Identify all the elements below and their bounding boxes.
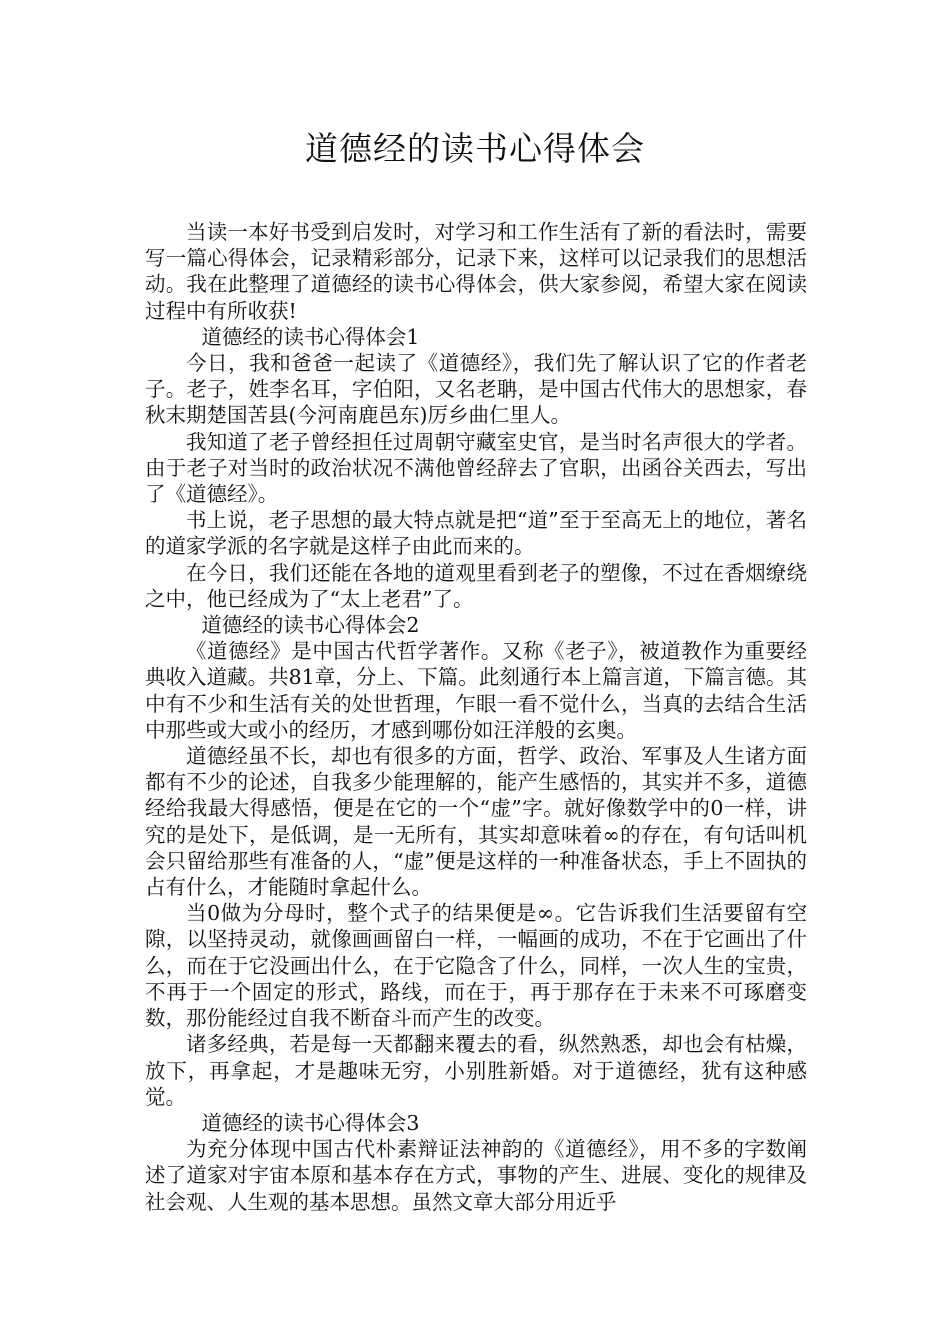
document-title: 道德经的读书心得体会 xyxy=(305,129,645,168)
body-paragraph: 今日，我和爸爸一起读了《道德经》，我们先了解认识了它的作者老子。老子，姓李名耳，字伯阳，又名老聃，是中国古代伟大的思想家，春秋末期楚国苦县(今河南鹿邑东)厉乡曲仁里人。 xyxy=(145,351,807,428)
body-paragraph: 《道德经》是中国古代哲学著作。又称《老子》，被道教作为重要经典收入道藏。共81章，分上、下篇。此刻通行本上篇言道，下篇言德。其中有不少和生活有关的处世哲理，乍眼一看不觉什么，当真的去结合生活中那些或大或小的经历，才感到哪份如汪洋般的玄奥。 xyxy=(145,639,807,742)
body-paragraph: 书上说，老子思想的最大特点就是把“道”至于至高无上的地位，著名的道家学派的名字就是这样子由此而来的。 xyxy=(145,508,807,559)
section-heading-2: 道德经的读书心得体会2 xyxy=(201,613,420,638)
section-heading-1: 道德经的读书心得体会1 xyxy=(201,324,420,349)
section-heading-3: 道德经的读书心得体会3 xyxy=(201,1110,420,1135)
body-paragraph: 我知道了老子曾经担任过周朝守藏室史官，是当时名声很大的学者。由于老子对当时的政治状况不满他曾经辞去了官职，出函谷关西去，写出了《道德经》。 xyxy=(145,429,807,507)
body-paragraph: 当0做为分母时，整个式子的结果便是∞。它告诉我们生活要留有空隙，以坚持灵动，就像画画留白一样，一幅画的成功，不在于它画出了什么，而在于它没画出什么，在于它隐含了什么，同样，一次人生的宝贵，不再于一个固定的形式，路线，而在于，再于那存在于未来不可琢磨变数，那份能经过自我不断奋斗而产生的改变。 xyxy=(145,901,807,1031)
document-body xyxy=(145,219,807,1215)
intro-paragraph: 当读一本好书受到启发时，对学习和工作生活有了新的看法时，需要写一篇心得体会，记录精彩部分，记录下来，这样可以记录我们的思想活动。我在此整理了道德经的读书心得体会，供大家参阅，希望大家在阅读过程中有所收获! xyxy=(145,220,807,323)
body-paragraph: 为充分体现中国古代朴素辩证法神韵的《道德经》，用不多的字数阐述了道家对宇宙本原和基本存在方式，事物的产生、进展、变化的规律及社会观、人生观的基本思想。虽然文章大部分用近乎 xyxy=(145,1137,807,1214)
body-paragraph: 道德经虽不长，却也有很多的方面，哲学、政治、军事及人生诸方面都有不少的论述，自我多少能理解的，能产生感悟的，其实并不多，道德经给我最大得感悟，便是在它的一个“虚”字。就好像数学中的0一样，讲究的是处下，是低调，是一无所有，其实却意味着∞的存在，有句话叫机会只留给那些有准备的人，“虚”便是这样的一种准备状态，手上不固执的占有什么，才能随时拿起什么。 xyxy=(145,744,807,900)
body-paragraph: 诸多经典，若是每一天都翻来覆去的看，纵然熟悉，却也会有枯燥，放下，再拿起，才是趣味无穷，小别胜新婚。对于道德经，犹有这种感觉。 xyxy=(145,1032,807,1109)
body-paragraph: 在今日，我们还能在各地的道观里看到老子的塑像，不过在香烟缭绕之中，他已经成为了“太上老君”了。 xyxy=(145,560,807,611)
